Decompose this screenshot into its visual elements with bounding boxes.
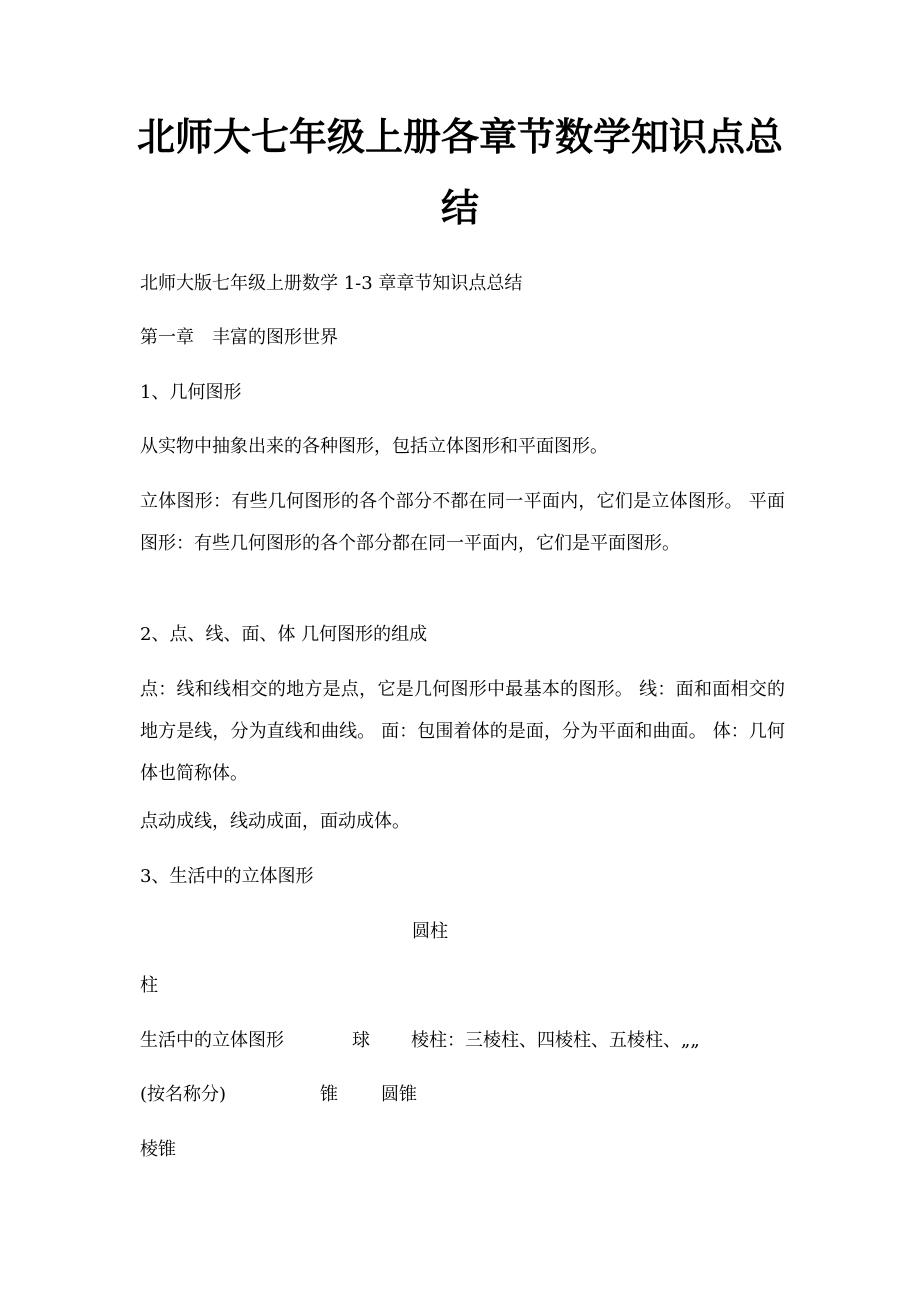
document-title-line-2: 结 (440, 186, 479, 230)
diagram-label-cone: 圆锥 (381, 1084, 417, 1105)
section-1-paragraph-2: 立体图形：有些几何图形的各个部分不都在同一平面内，它们是立体图形。 平面图形：有些几何图形的各个部分都在同一平面内，它们是平面图形。 (140, 491, 785, 554)
section-3-heading: 3、生活中的立体图形 (140, 866, 314, 887)
diagram-label-prism-types: 棱柱：三棱柱、四棱柱、五棱柱、„„ (411, 1030, 700, 1051)
section-2-paragraph-1: 点：线和线相交的地方是点，它是几何图形中最基本的图形。 线：面和面相交的地方是线，分为直线和曲线。 面：包围着体的是面，分为平面和曲面。 体：几何体也简称体。 (140, 679, 785, 784)
document-title-line-1: 北师大七年级上册各章节数学知识点总 (136, 115, 783, 159)
document-subtitle: 北师大版七年级上册数学 1-3 章章节知识点总结 (140, 273, 523, 294)
section-1-heading: 1、几何图形 (140, 382, 242, 403)
section-2-paragraph-2: 点动成线，线动成面，面动成体。 (140, 811, 410, 832)
section-1-paragraph-1: 从实物中抽象出来的各种图形，包括立体图形和平面图形。 (140, 436, 608, 457)
diagram-label-cylinder: 圆柱 (412, 921, 448, 942)
diagram-label-by-name: (按名称分) (140, 1084, 227, 1105)
diagram-root-label: 生活中的立体图形 (140, 1030, 284, 1051)
section-2-heading: 2、点、线、面、体 几何图形的组成 (140, 624, 428, 645)
diagram-label-cone-group: 锥 (320, 1084, 338, 1105)
diagram-label-sphere: 球 (352, 1030, 370, 1051)
diagram-label-prism-short: 柱 (140, 975, 158, 996)
chapter-heading: 第一章 丰富的图形世界 (140, 327, 338, 348)
diagram-label-pyramid: 棱锥 (140, 1139, 176, 1160)
